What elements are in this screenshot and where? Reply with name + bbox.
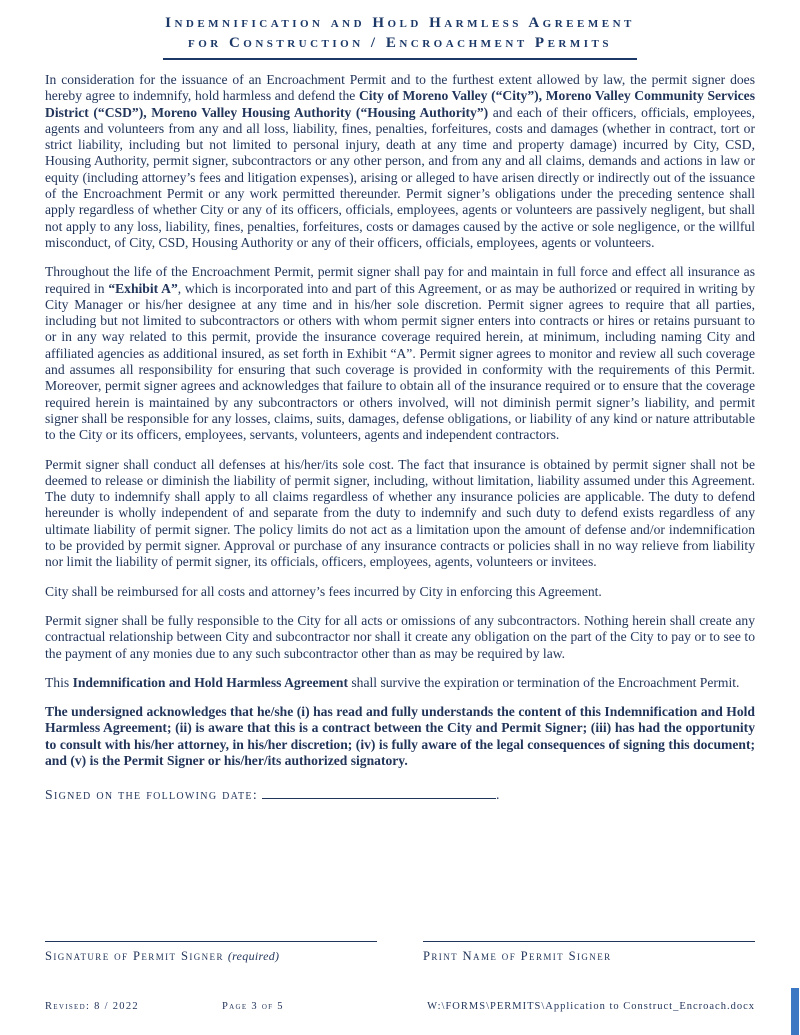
page-footer [45, 1001, 755, 1017]
print-name-line-permit-signer [423, 941, 755, 965]
text-run: Throughout the life of the Encroachment Permit, permit signer shall pay for and maintain in full force and effect all insurance as required in [45, 264, 755, 296]
paragraph [45, 704, 755, 769]
text-run: City shall be reimbursed for all costs and attorney’s fees incurred by City in enforcing this Agreement. [45, 583, 602, 599]
signature-block [45, 941, 755, 965]
text-run: “Exhibit A” [108, 280, 178, 296]
signature-required-note: (required) [227, 949, 280, 963]
text-run: Permit signer shall conduct all defenses at his/her/its sole cost. The fact that insurance is obtained by permit signer shall not be deemed to release or diminish the liability of permit signer, including, without limitation, liability assumed under this Agreement. The duty to indemnify shall apply to all claims regardless of whether any insurance policies are applicable. The duty to defend hereunder is wholly independent of and separate from the duty to indemnify and such duty to defend exists regardless of any ultimate liability of permit signer. The policy limits do not act as a limitation upon the amount of defense and/or indemnification to be provided by permit signer. Approval or purchase of any insurance contracts or policies shall in no way relieve from liability nor limit the liability of permit signer, its officials, officers, employees, agents, volunteers or invitees. [45, 456, 755, 570]
paragraph [45, 584, 755, 600]
signature-line-permit-signer [45, 941, 377, 965]
text-run: This [45, 674, 73, 690]
text-run: City of Moreno Valley (“City”), Moreno Valley Community Services District (“CSD”), Moreno Valley Housing Authority (“Housing Authority”) [45, 88, 755, 120]
document-title [45, 14, 755, 60]
signed-date-label: Signed on the following date: [45, 787, 258, 803]
scrollbar-thumb[interactable] [791, 988, 799, 1035]
text-run: , which is incorporated into and part of this Agreement, or as may be authorized or required in writing by City Manager or his/her designee at any time and in his/her sole discretion. Permit signer agrees to require that all parties, including but not limited to subcontractors or others with whom permit signer enters into contracts or hires or retains pursuant to or in any way related to this permit, provide the insurance coverage required herein, at minimum, including naming City and affiliated agencies as additional insured, as set forth in Exhibit “A”. Permit signer agrees to monitor and review all such coverage and assumes all responsibility for ensuring that such coverage is provided in conformity with the requirements of this Permit. Moreover, permit signer agrees and acknowledges that failure to obtain all of the insurance required or to ensure that the coverage required herein is maintained by any subcontractors or others involved, will not diminish permit signer’s liability, and permit signer shall be responsible for any losses, claims, suits, damages, defense obligations, or liability of any kind or nature attributable to the City or its officers, employees, servants, volunteers, agents and independent contractors. [45, 280, 756, 443]
paragraph [45, 264, 755, 443]
print-name-label: Print Name of Permit Signer [423, 949, 612, 963]
text-run: and each of their officers, officials, employees, agents and volunteers from any and all loss, liability, fines, penalties, forfeitures, costs and damages (whether in contract, tort or strict liability, including but not limited to personal injury, death at any time and property damage) incurred by City, CSD, Housing Authority, permit signer, subcontractors or any other person, and from any and all claims, demands and actions in law or equity (including attorney’s fees and litigation expenses), arising or alleged to have arisen directly or indirectly out of the issuance of the Encroachment Permit or any work permitted thereunder. Permit signer’s obligations under the preceding sentence shall apply regardless of whether City or any of its officers, officials, employees, agents or volunteers are passively negligent, but shall not apply to any loss, liability, fines, penalties, forfeitures, costs or damages caused by the active or sole negligence, or the willful misconduct, of City, CSD, Housing Authority or any of their officers, officials, employees, agents or volunteers. [45, 104, 755, 250]
footer-page-number: Page 3 of 5 [222, 1001, 284, 1012]
signed-date-period: . [495, 787, 500, 803]
text-run: In consideration for the issuance of an Encroachment Permit and to the furthest extent allowed by law, the permit signer does hereby agree to indemnify, hold harmless and defend the [45, 72, 755, 104]
title-underline [163, 14, 637, 60]
footer-revision: Revised: 8 / 2022 [45, 1001, 139, 1012]
text-run: The undersigned acknowledges that he/she (i) has read and fully understands the content of this Indemnification and Hold Harmless Agreement; (ii) is aware that this is a contract between the City and Permit Signer; (iii) has had the opportunity to consult with his/her attorney, in his/her discretion; (iv) is fully aware of the legal consequences of signing this document; and (v) is the Permit Signer or his/her/its authorized signatory. [45, 704, 755, 768]
document-body [45, 72, 755, 769]
signed-date-row [45, 786, 755, 803]
text-run: Permit signer shall be fully responsible to the City for all acts or omissions of any subcontractors. Nothing herein shall create any contractual relationship between City and subcontractor nor shall it create any obligation on the part of the City to pay or to see to the payment of any monies due to any such subcontractor other than as may be required by law. [45, 612, 755, 661]
date-blank-line [262, 786, 496, 799]
paragraph [45, 457, 755, 571]
text-run: shall survive the expiration or termination of the Encroachment Permit. [347, 674, 740, 690]
paragraph [45, 72, 755, 251]
paragraph [45, 675, 755, 691]
title-line-2: for Construction / Encroachment Permits [187, 34, 612, 51]
text-run: Indemnification and Hold Harmless Agreement [72, 674, 348, 690]
signature-label: Signature of Permit Signer [45, 949, 224, 963]
footer-file-path: W:\FORMS\PERMITS\Application to Construct_Encroach.docx [427, 1001, 755, 1012]
title-line-1: Indemnification and Hold Harmless Agreement [165, 15, 635, 31]
paragraph [45, 613, 755, 662]
